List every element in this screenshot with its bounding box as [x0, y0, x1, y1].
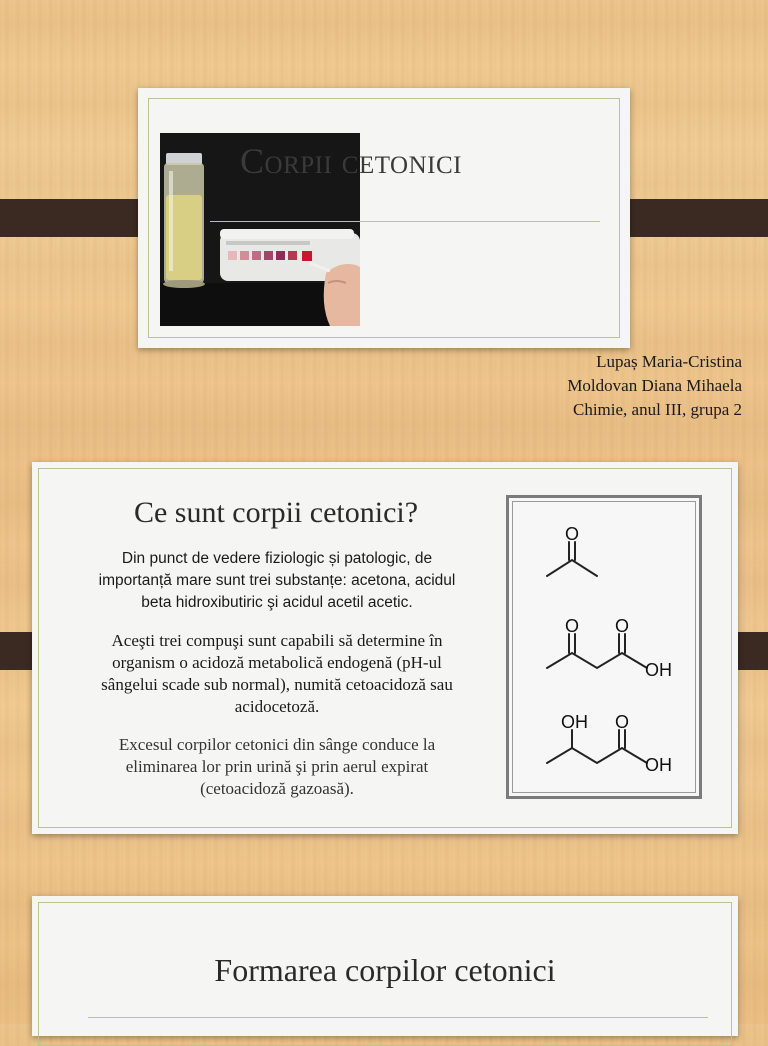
page-title: Corpii cetonici: [240, 141, 462, 181]
molecule-structures-panel: [506, 495, 702, 799]
skeletal-formulas: [509, 498, 699, 796]
oxygen-label: O: [615, 712, 630, 732]
decor-bar-right-1: [612, 199, 768, 237]
authors-block: [567, 350, 742, 422]
decor-bar-left-1: [0, 199, 156, 237]
paragraph-substances: Din punct de vedere fiziologic și patologic, de importanță mare sunt trei substanțe: acetona, acidul beta hidroxibutiric şi acidul acetil acetic.: [98, 550, 456, 611]
formation-slide: [32, 896, 738, 1036]
oxygen-label: O: [565, 616, 580, 636]
author-2: Moldovan Diana Mihaela: [567, 376, 742, 395]
definition-slide: [32, 462, 738, 834]
slide-heading: Ce sunt corpii cetonici?: [133, 496, 419, 529]
paragraph-acidosis: Aceşti trei compuşi sunt capabili să determine în organism o acidoză metabolică endogenă (pH-ul sângelui scade sub normal), numită cetoacidoză sau acidocetoză.: [101, 631, 453, 716]
oxygen-label: O: [615, 616, 630, 636]
hydroxyl-label: OH: [645, 755, 672, 775]
oxygen-label: O: [565, 524, 580, 544]
author-1: Lupaș Maria-Cristina: [596, 352, 742, 371]
paragraph-elimination: Excesul corpilor cetonici din sânge conduce la eliminarea lor prin urină şi prin aerul expirat (cetoacidoză gazoasă).: [118, 735, 436, 798]
course-info: Chimie, anul III, grupa 2: [572, 400, 742, 419]
hydroxyl-label: OH: [645, 660, 672, 680]
hydroxyl-label: OH: [561, 712, 588, 732]
title-slide: [138, 88, 630, 348]
slide-heading: Formarea corpilor cetonici: [214, 952, 556, 988]
title-underline: [210, 221, 600, 222]
heading-underline: [88, 1017, 708, 1018]
